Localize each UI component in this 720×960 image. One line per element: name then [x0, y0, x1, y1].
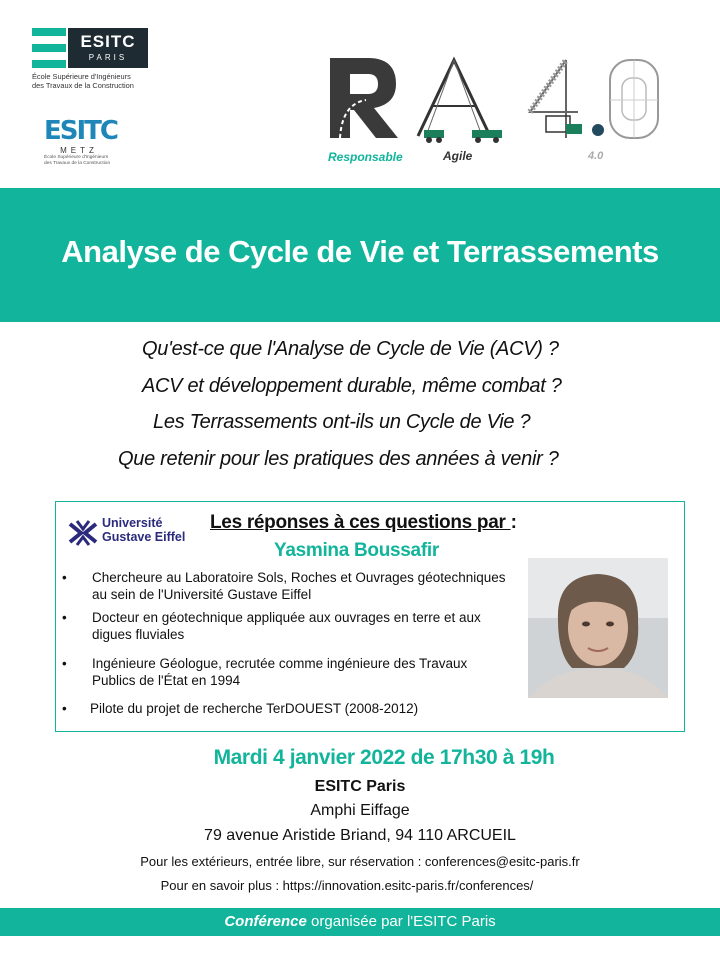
university-gustave-eiffel-icon [68, 518, 98, 548]
esitc-metz-name: ESITC [44, 116, 117, 146]
event-room: Amphi Eiffage [310, 802, 410, 819]
footer-banner [0, 908, 720, 936]
esitc-paris-subtitle: École Supérieure d'Ingénieurs des Travaux de la Construction [32, 72, 134, 90]
esitc-metz-logo [44, 116, 120, 178]
event-address: 79 avenue Aristide Briand, 94 110 ARCUEIL [204, 827, 516, 844]
question-2: ACV et développement durable, même combat ? [142, 375, 562, 397]
speaker-name: Yasmina Boussafir [274, 540, 439, 561]
event-date: Mardi 4 janvier 2022 de 17h30 à 19h [213, 746, 555, 769]
event-venue: ESITC Paris [314, 778, 406, 795]
rag-letters-icon [326, 54, 666, 144]
footer-rest: organisée par l'ESITC Paris [306, 913, 496, 930]
question-3: Les Terrassements ont-ils un Cycle de Vie ? [153, 411, 531, 433]
more-info-link[interactable]: Pour en savoir plus : https://innovation.esitc-paris.fr/conferences/ [160, 878, 534, 893]
rag-word-agile: Agile [443, 149, 473, 163]
speaker-photo [528, 558, 668, 698]
speaker-box: Université Gustave Eiffel Les réponses à ces questions par : Yasmina Boussafir • Chercheure au Laboratoire Sols, Roches et Ouvrages géotechniques au sein de l'Université Gustave Eiffel • Docteur en géotechnique appliquée aux ouvrages en terre et aux digues fluviales • Ingénieure Géologue, recrutée comme ingénieure des Travaux Publics de l'État en 1994 • Pilote du projet de recherche TerDOUEST (2008-2012) [55, 501, 685, 732]
question-1: Qu'est-ce que l'Analyse de Cycle de Vie (ACV) ? [142, 338, 559, 360]
page-title: Analyse de Cycle de Vie et Terrassements [61, 234, 659, 269]
rag-word-4-0: 4.0 [588, 150, 604, 162]
footer-bold: Conférence [224, 913, 307, 930]
esitc-metz-subtitle: École Supérieure d'Ingénieurs des Travaux de la Construction [44, 155, 111, 166]
booking-info: Pour les extérieurs, entrée libre, sur réservation : conferences@esitc-paris.fr [140, 854, 580, 869]
esitc-metz-city: METZ [60, 146, 98, 155]
rag-word-responsable: Responsable [328, 150, 403, 164]
esitc-paris-name: ESITC [80, 32, 136, 51]
university-line-1: Université [102, 516, 163, 530]
question-4: Que retenir pour les pratiques des années à venir ? [118, 448, 559, 470]
esitc-mark-icon [32, 28, 66, 68]
rag-logo [326, 54, 666, 169]
esitc-paris-city: PARIS [88, 53, 128, 62]
esitc-paris-logo [32, 28, 152, 98]
answers-heading: Les réponses à ces questions par : [210, 512, 517, 533]
title-band [0, 188, 720, 322]
university-line-2: Gustave Eiffel [102, 530, 186, 544]
university-logo [68, 516, 198, 548]
